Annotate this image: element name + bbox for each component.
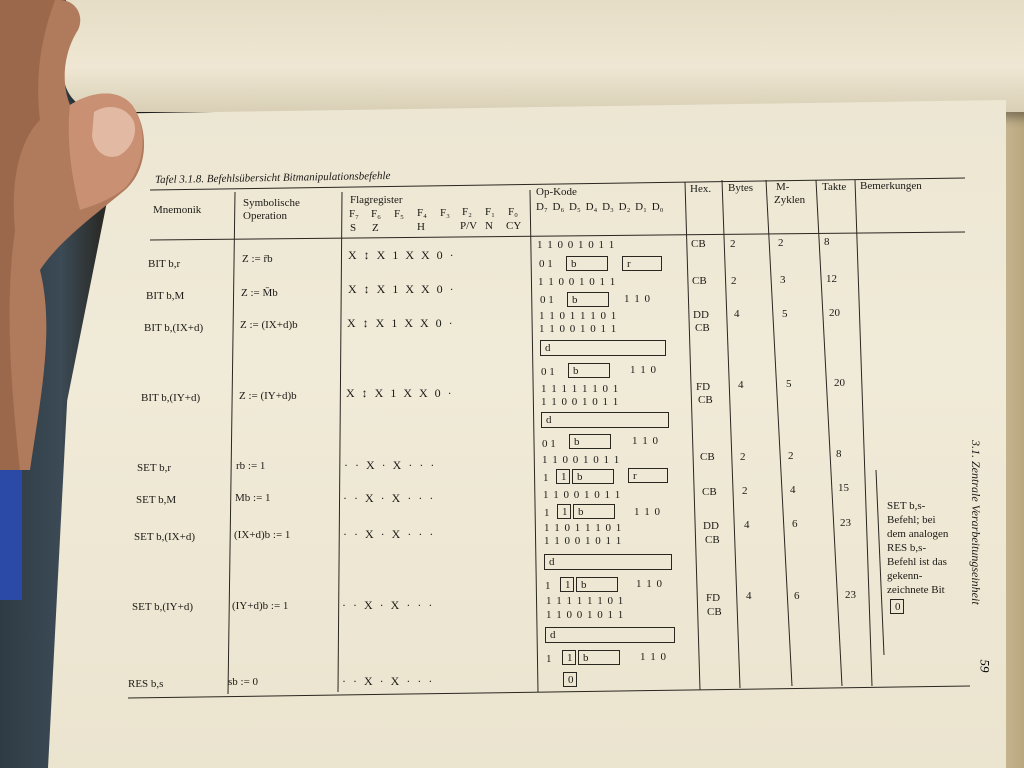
- opcode-field-b: b: [572, 469, 614, 484]
- remark-line: SET b,s-: [887, 500, 926, 512]
- row-hex: CB: [702, 486, 717, 498]
- row-mcycles: 3: [780, 274, 786, 286]
- opcode-bits: 1 1 0: [640, 651, 666, 663]
- opcode-bits: 1 1 0: [636, 578, 662, 590]
- opcode-bits: 0 1: [540, 294, 554, 306]
- opcode-bits: 1 1 0 0 1 0 1 1: [539, 323, 617, 335]
- opcode-field-0: 0: [563, 672, 577, 687]
- row-mnemonic: BIT b,(IY+d): [141, 392, 201, 404]
- opcode-field-d: d: [541, 412, 669, 428]
- opcode-bits: 1: [545, 580, 551, 592]
- row-bytes: 4: [746, 590, 752, 602]
- opcode-bits: 1: [546, 653, 552, 665]
- opcode-field-b: b: [576, 577, 618, 592]
- flag-cy: CY: [506, 220, 522, 232]
- opcode-field-r: r: [628, 468, 668, 483]
- row-mnemonic: BIT b,r: [148, 258, 181, 270]
- row-mnemonic: BIT b,M: [146, 290, 185, 302]
- flag-f0: F₀: [508, 206, 518, 218]
- flag-f2: F₂: [462, 206, 472, 218]
- header-takte: Takte: [822, 181, 847, 193]
- row-mcycles: 2: [778, 237, 784, 249]
- row-operation: rb := 1: [236, 460, 266, 472]
- opcode-field-b: b: [569, 434, 611, 449]
- opcode-field-d: d: [540, 340, 666, 356]
- row-bytes: 2: [730, 238, 736, 250]
- row-hex: CB: [700, 451, 715, 463]
- opcode-bits: 1 1 1 1 1 1 0 1: [541, 383, 619, 395]
- remark-line: RES b,s-: [887, 542, 927, 554]
- opcode-field-b: b: [566, 256, 608, 271]
- header-bytes: Bytes: [728, 182, 754, 194]
- flag-f3: F₃: [440, 207, 450, 219]
- row-operation: Z := M̄b: [241, 287, 278, 299]
- row-hex-2: CB: [698, 394, 713, 406]
- opcode-field-d: d: [544, 554, 672, 570]
- row-operation: (IX+d)b := 1: [234, 529, 291, 541]
- opcode-bits: 1 1 0 0 1 0 1 1: [546, 609, 624, 621]
- row-bytes: 4: [744, 519, 750, 531]
- row-flags: · · X · X · · ·: [343, 491, 434, 505]
- row-flags: · · X · X · · ·: [344, 458, 435, 472]
- opcode-bits: 1 1 0 1 1 1 0 1: [539, 310, 617, 322]
- flag-f4: F₄: [417, 207, 427, 219]
- row-flags: X ↕ X 1 X X 0 ·: [348, 282, 454, 296]
- opcode-bits: 1 1 0 0 1 0 1 1: [543, 489, 621, 501]
- opcode-bits: 1 1 0 0 1 0 1 1: [544, 535, 622, 547]
- remark-line: Befehl ist das: [887, 556, 947, 568]
- opcode-bits: 1 1 0 0 1 0 1 1: [538, 276, 616, 288]
- opcode-field-b: b: [568, 363, 610, 378]
- row-flags: · · X · X · · ·: [343, 527, 434, 541]
- row-takte: 15: [838, 482, 849, 494]
- row-hex: CB: [691, 238, 706, 250]
- opcode-bits: 1 1 1 1 1 1 0 1: [546, 595, 624, 607]
- row-takte: 8: [836, 448, 842, 460]
- row-bytes: 2: [742, 485, 748, 497]
- remark-bit-box: 0: [890, 599, 904, 614]
- row-hex-2: CB: [695, 322, 710, 334]
- row-hex: FD: [706, 592, 721, 604]
- header-symbolic: Symbolische: [243, 197, 300, 209]
- row-flags: · · X · X · · ·: [342, 674, 433, 688]
- opcode-field-d: d: [545, 627, 675, 643]
- header-flagregister: Flagregister: [350, 194, 403, 206]
- row-mnemonic: SET b,r: [137, 462, 172, 474]
- opcode-bits: 1 1 0: [632, 435, 658, 447]
- row-mcycles: 2: [788, 450, 794, 462]
- row-hex-2: CB: [705, 534, 720, 546]
- opcode-field-b: b: [573, 504, 615, 519]
- chapter-side-title: 3.1. Zentrale Verarbeitungseinheit: [969, 440, 983, 605]
- row-mcycles: 5: [782, 308, 788, 320]
- header-remarks: Bemerkungen: [860, 180, 922, 192]
- row-flags: X ↕ X 1 X X 0 ·: [346, 386, 452, 400]
- row-hex: FD: [696, 381, 711, 393]
- row-operation: Z := (IX+d)b: [240, 319, 298, 331]
- row-mcycles: 5: [786, 378, 792, 390]
- row-bytes: 2: [731, 275, 737, 287]
- flag-pv: P/V: [460, 220, 478, 232]
- flag-z: Z: [372, 222, 379, 234]
- opcode-field-1: 1: [560, 577, 574, 592]
- row-takte: 23: [840, 517, 851, 529]
- flag-h: H: [417, 221, 425, 233]
- row-flags: X ↕ X 1 X X 0 ·: [348, 248, 454, 262]
- remark-line: Befehl; bei: [887, 514, 936, 526]
- row-mcycles: 6: [792, 518, 798, 530]
- row-operation: (IY+d)b := 1: [232, 600, 289, 612]
- opcode-field-r: r: [622, 256, 662, 271]
- table-caption: Tafel 3.1.8. Befehlsübersicht Bitmanipulationsbefehle: [154, 169, 391, 187]
- row-takte: 23: [845, 589, 856, 601]
- flag-f5: F₅: [394, 208, 404, 220]
- opcode-bits: 0 1: [539, 258, 553, 270]
- opcode-field-1: 1: [557, 504, 571, 519]
- row-flags: X ↕ X 1 X X 0 ·: [347, 316, 453, 330]
- opcode-bits: 1: [544, 507, 550, 519]
- page-number: 59: [977, 659, 993, 673]
- opcode-field-1: 1: [556, 469, 570, 484]
- row-mnemonic: BIT b,(IX+d): [144, 322, 204, 334]
- row-hex: DD: [703, 520, 719, 532]
- opcode-bit-labels: D₇ D₆ D₅ D₄ D₃ D₂ D₁ D₀: [536, 201, 664, 213]
- opcode-bits: 1: [543, 472, 549, 484]
- header-operation: Operation: [243, 210, 287, 222]
- header-hex: Hex.: [690, 183, 712, 195]
- row-mcycles: 4: [790, 484, 796, 496]
- hand-thumb: [0, 0, 150, 470]
- row-takte: 12: [826, 273, 837, 285]
- opcode-field-1: 1: [562, 650, 576, 665]
- row-operation: Z := (IY+d)b: [239, 390, 297, 402]
- row-mnemonic: SET b,(IX+d): [134, 531, 195, 543]
- row-takte: 20: [829, 307, 840, 319]
- row-operation: sb := 0: [228, 676, 259, 688]
- header-opcode: Op-Kode: [536, 186, 577, 198]
- flag-f1: F₁: [485, 206, 495, 218]
- flag-s: S: [350, 222, 357, 234]
- row-hex: CB: [692, 275, 707, 287]
- row-flags: · · X · X · · ·: [342, 598, 433, 612]
- row-operation: Mb := 1: [235, 492, 271, 504]
- flag-n: N: [485, 220, 493, 232]
- opcode-bits: 1 1 0 0 1 0 1 1: [537, 239, 615, 251]
- opcode-bits: 1 1 0 0 1 0 1 1: [542, 454, 620, 466]
- row-hex: DD: [693, 309, 709, 321]
- row-mnemonic: RES b,s: [128, 678, 164, 690]
- row-hex-2: CB: [707, 606, 722, 618]
- row-takte: 20: [834, 377, 845, 389]
- remark-line: dem analogen: [887, 528, 949, 540]
- remark-line: gekenn-: [887, 570, 923, 582]
- row-bytes: 2: [740, 451, 746, 463]
- row-bytes: 4: [738, 379, 744, 391]
- row-takte: 8: [824, 236, 830, 248]
- row-bytes: 4: [734, 308, 740, 320]
- opcode-bits: 1 1 0: [630, 364, 656, 376]
- header-m: M-: [776, 181, 790, 193]
- opcode-bits: 0 1: [541, 366, 555, 378]
- opcode-bits: 1 1 0 1 1 1 0 1: [544, 522, 622, 534]
- opcode-bits: 1 1 0 0 1 0 1 1: [541, 396, 619, 408]
- row-mnemonic: SET b,(IY+d): [132, 601, 193, 613]
- row-mnemonic: SET b,M: [136, 494, 177, 506]
- header-zyklen: Zyklen: [774, 194, 806, 206]
- opcode-bits: 0 1: [542, 438, 556, 450]
- row-mcycles: 6: [794, 590, 800, 602]
- row-operation: Z := r̄b: [242, 253, 273, 265]
- opcode-field-b: b: [578, 650, 620, 665]
- remark-line: zeichnete Bit: [887, 584, 945, 596]
- opcode-bits: 1 1 0: [624, 293, 650, 305]
- flag-f6: F₆: [371, 208, 381, 220]
- opcode-field-b: b: [567, 292, 609, 307]
- opcode-bits: 1 1 0: [634, 506, 660, 518]
- flag-f7: F₇: [349, 208, 359, 220]
- header-mnemonic: Mnemonik: [153, 204, 202, 216]
